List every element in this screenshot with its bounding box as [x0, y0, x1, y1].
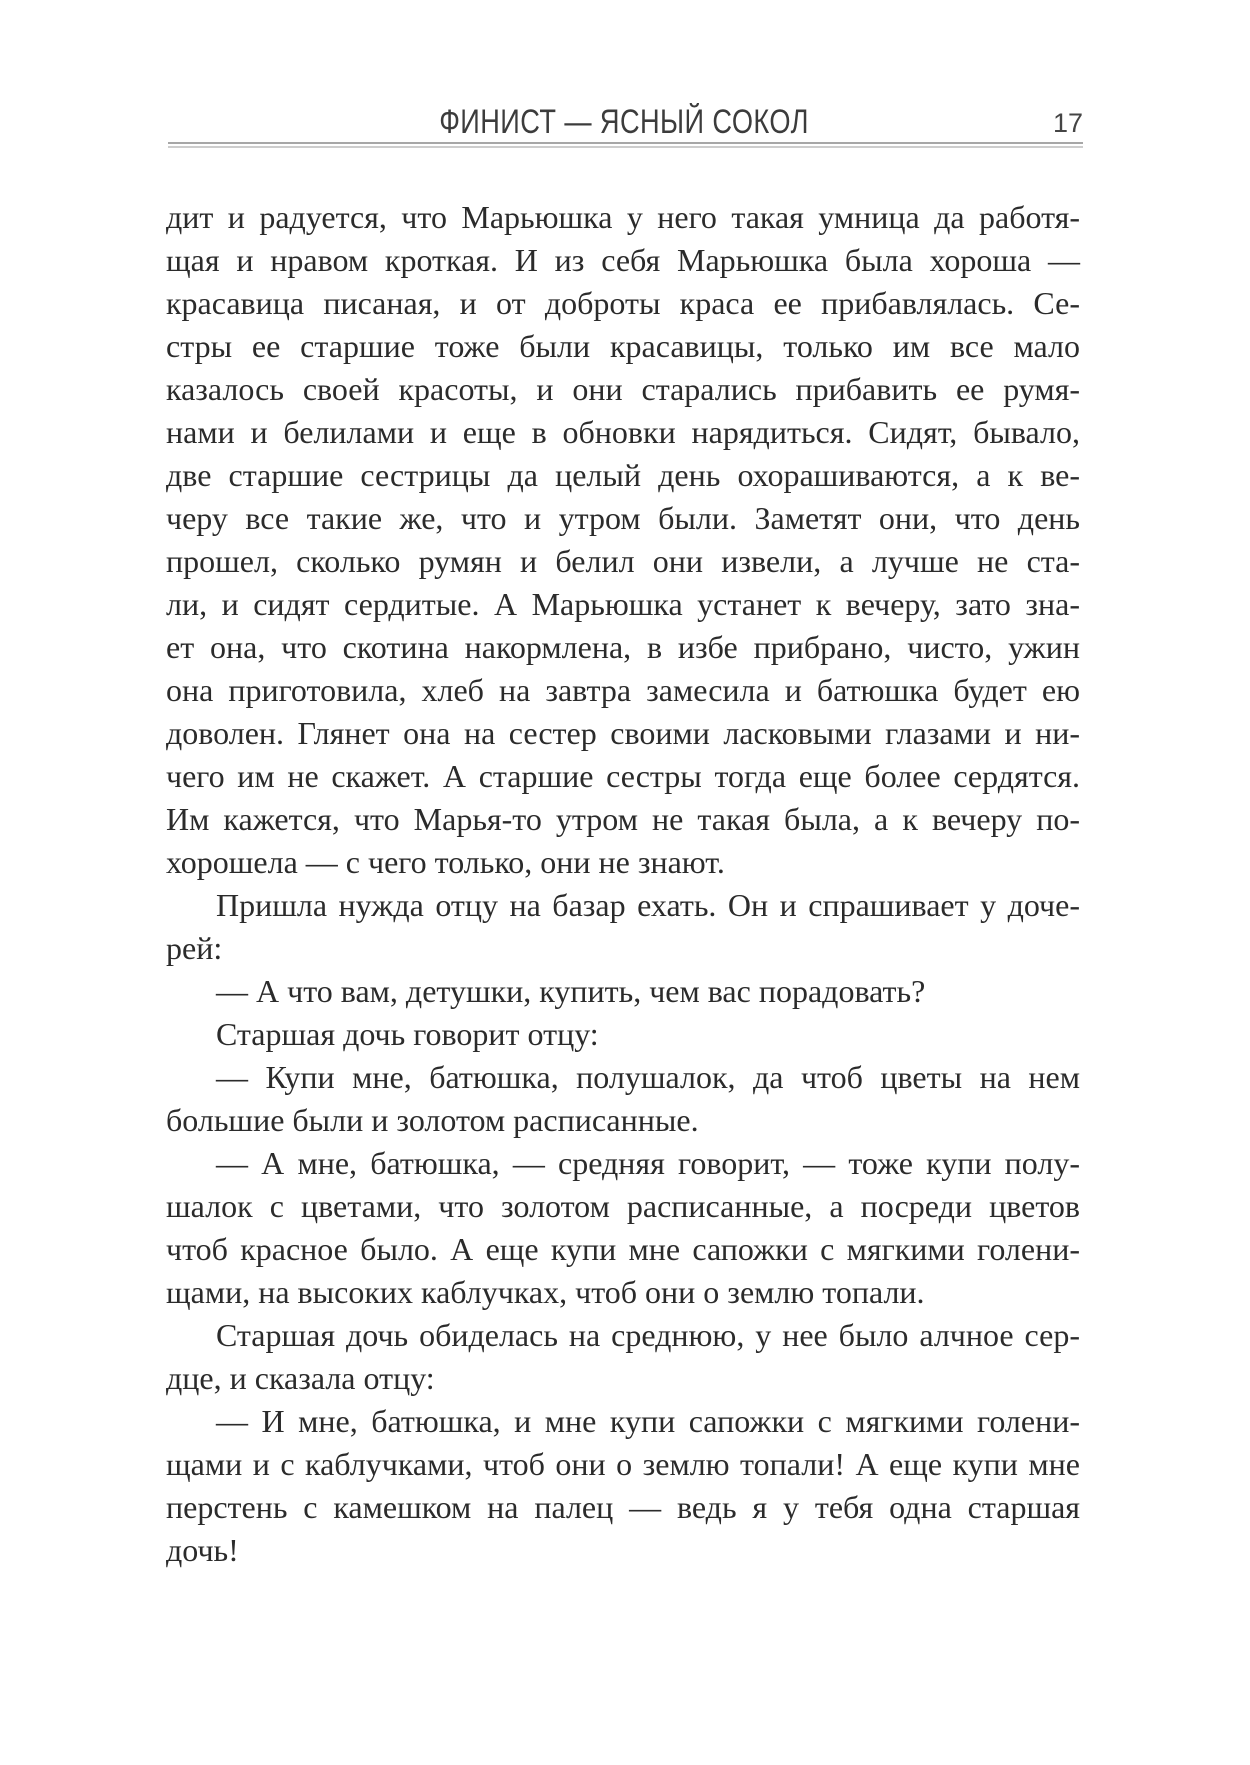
text-line: дит и радуется, что Марьюшка у него такая умница да работя-	[166, 199, 1080, 235]
text-line: — А что вам, детушки, купить, чем вас порадовать?	[216, 973, 926, 1009]
text-line: нами и белилами и еще в обновки нарядиться. Сидят, бывало,	[166, 414, 1080, 450]
page-number: 17	[1052, 108, 1083, 138]
text-line: Старшая дочь обиделась на среднюю, у нее было алчное сер-	[216, 1317, 1080, 1353]
text-line: щами и с каблучками, чтоб они о землю топали! А еще купи мне	[166, 1446, 1080, 1482]
text-line: доволен. Глянет она на сестер своими ласковыми глазами и ни-	[166, 715, 1080, 751]
text-line: щами, на высоких каблучках, чтоб они о землю топали.	[166, 1274, 925, 1310]
text-line: прошел, сколько румян и белил они извели, а лучше не ста-	[166, 543, 1080, 579]
text-line: Пришла нужда отцу на базар ехать. Он и спрашивает у доче-	[216, 887, 1080, 923]
text-line: — И мне, батюшка, и мне купи сапожки с мягкими голени-	[216, 1403, 1080, 1439]
text-line: ли, и сидят сердитые. А Марьюшка устанет к вечеру, зато зна-	[166, 586, 1080, 622]
chapter-title: ФИНИСТ — ЯСНЫЙ СОКОЛ	[439, 103, 810, 141]
text-line: чтоб красное было. А еще купи мне сапожки с мягкими голени-	[166, 1231, 1080, 1267]
text-line: казалось своей красоты, и они старались прибавить ее румя-	[166, 371, 1080, 407]
text-line: — Купи мне, батюшка, полушалок, да чтоб цветы на нем	[216, 1059, 1080, 1095]
text-line: — А мне, батюшка, — средняя говорит, — тоже купи полу-	[216, 1145, 1080, 1181]
body-text	[166, 196, 1080, 1572]
text-line: рей:	[166, 930, 223, 966]
text-line: две старшие сестрицы да целый день охорашиваются, а к ве-	[166, 457, 1080, 493]
header-rule	[168, 142, 1083, 148]
text-line: чего им не скажет. А старшие сестры тогда еще более сердятся.	[166, 758, 1080, 794]
running-head	[166, 104, 1083, 140]
text-line: ет она, что скотина накормлена, в избе прибрано, чисто, ужин	[166, 629, 1080, 665]
text-line: красавица писаная, и от доброты краса ее прибавлялась. Се-	[166, 285, 1080, 321]
text-line: стры ее старшие тоже были красавицы, только им все мало	[166, 328, 1080, 364]
text-line: шалок с цветами, что золотом расписанные, а посреди цветов	[166, 1188, 1080, 1224]
text-line: большие были и золотом расписанные.	[166, 1102, 699, 1138]
text-line: Им кажется, что Марья-то утром не такая была, а к вечеру по-	[166, 801, 1080, 837]
text-line: дочь!	[166, 1532, 239, 1568]
text-line: перстень с камешком на палец — ведь я у тебя одна старшая	[166, 1489, 1080, 1525]
text-line: хорошела — с чего только, они не знают.	[166, 844, 725, 880]
text-line: дце, и сказала отцу:	[166, 1360, 435, 1396]
text-line: черу все такие же, что и утром были. Заметят они, что день	[166, 500, 1080, 536]
text-line: щая и нравом кроткая. И из себя Марьюшка была хороша —	[166, 242, 1080, 278]
text-line: Старшая дочь говорит отцу:	[216, 1016, 599, 1052]
text-line: она приготовила, хлеб на завтра замесила и батюшка будет ею	[166, 672, 1080, 708]
